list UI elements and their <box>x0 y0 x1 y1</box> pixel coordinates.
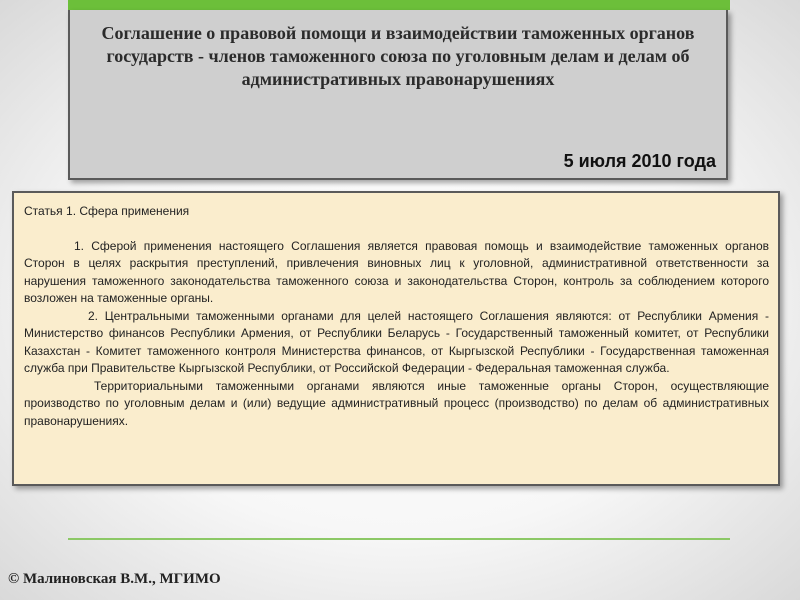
slide-date: 5 июля 2010 года <box>563 151 716 171</box>
slide-title: Соглашение о правовой помощи и взаимодействии таможенных органов государств - членов таможенного союза по уголовным делам и делам об административных правонарушениях <box>101 23 695 89</box>
bottom-divider <box>68 538 730 540</box>
top-accent-bar <box>68 0 730 10</box>
footer-copyright: © Малиновская В.М., МГИМО <box>8 571 221 587</box>
article-box <box>12 191 780 486</box>
article-paragraph: 2. Центральными таможенными органами для целей настоящего Соглашения являются: от Республики Армения - Министерство финансов Республики Армения, от Республики Беларусь - Государственный таможенный комитет, от Республики Казахстан - Комитет таможенного контроля Министерства финансов, от Кыргызской Республики - Государственная таможенная служба при Правительстве Кыргызской Республики, от Российской Федерации - Федеральная таможенная служба. <box>24 308 769 375</box>
article-paragraph: 1. Сферой применения настоящего Соглашения является правовая помощь и взаимодействие таможенных органов Сторон в целях раскрытия преступлений, привлечения виновных лиц к уголовной, административной ответственности за нарушения таможенного законодательства таможенного союза и законодательства Сторон, контроль за соблюдением которого возложен на таможенные органы. <box>24 238 769 305</box>
title-box <box>68 10 728 180</box>
article-heading: Статья 1. Сфера применения <box>24 204 190 218</box>
article-paragraph: Территориальными таможенными органами являются иные таможенные органы Сторон, осуществляющие производство по уголовным делам и (или) ведущие административный процесс (производство) по делам об административных правонарушениях. <box>24 378 769 428</box>
